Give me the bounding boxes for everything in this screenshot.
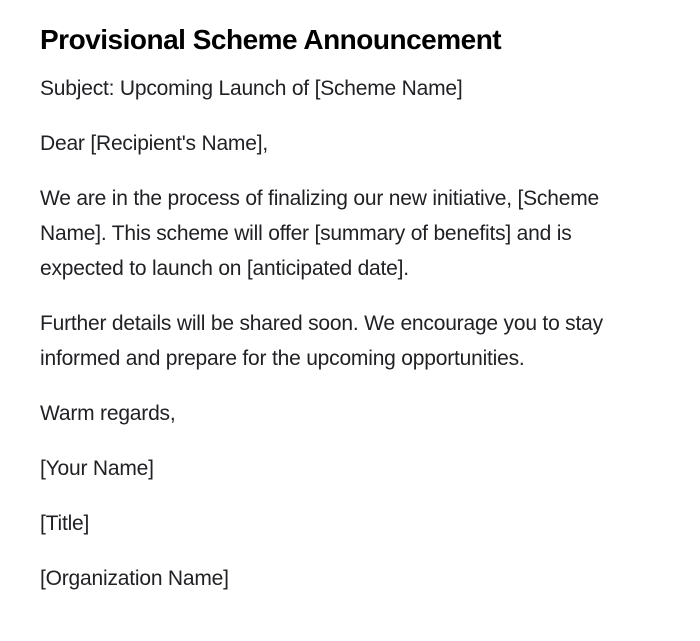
text-line: informed and prepare for the upcoming opportunities. [40, 347, 525, 370]
text-line: Warm regards, [40, 402, 176, 425]
paragraph-signature-name [40, 451, 660, 486]
text-line: [Title] [40, 512, 90, 535]
paragraph-body-1 [40, 181, 660, 286]
text-line: Name]. This scheme will offer [summary of benefits] and is [40, 222, 572, 245]
text-line: We are in the process of finalizing our new initiative, [Scheme [40, 187, 599, 210]
paragraph-subject-line [40, 71, 660, 106]
document-title: Provisional Scheme Announcement [40, 24, 502, 55]
text-line: [Your Name] [40, 457, 154, 480]
paragraph-signature-organization [40, 561, 660, 596]
text-line: expected to launch on [anticipated date]. [40, 257, 409, 280]
text-line: [Organization Name] [40, 567, 229, 590]
paragraph-body-2 [40, 306, 660, 376]
text-line: Further details will be shared soon. We encourage you to stay [40, 312, 603, 335]
text-line: Dear [Recipient's Name], [40, 132, 268, 155]
paragraph-closing [40, 396, 660, 431]
paragraph-salutation [40, 126, 660, 161]
paragraph-signature-title [40, 506, 660, 541]
text-line: Subject: Upcoming Launch of [Scheme Name] [40, 77, 463, 100]
